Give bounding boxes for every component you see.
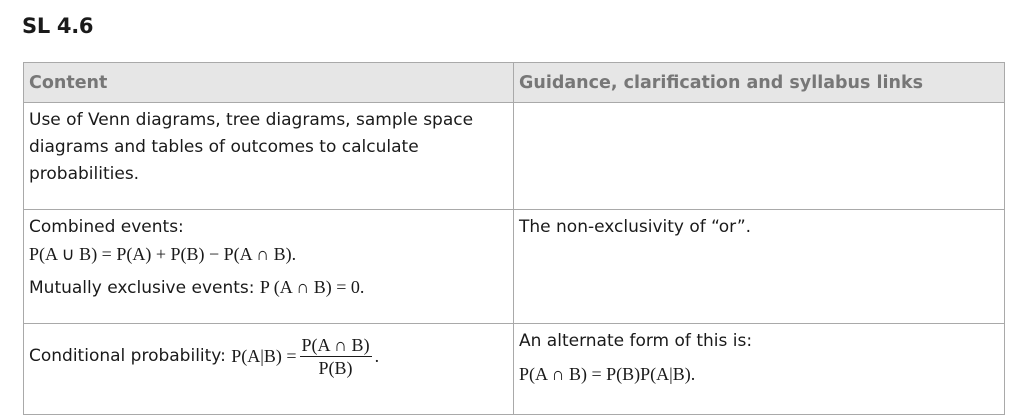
- venn-content-cell: Use of Venn diagrams, tree diagrams, sample space diagrams and tables of outcomes to calculate probabilities.: [24, 103, 514, 210]
- alternate-form-formula: P(A ∩ B) = P(B)P(A|B).: [519, 364, 696, 384]
- table-row: [24, 103, 1005, 210]
- mutually-exclusive-label: Mutually exclusive events:: [29, 278, 255, 298]
- header-guidance: Guidance, clarification and syllabus links: [514, 63, 1005, 103]
- venn-guidance-cell: [514, 103, 1005, 210]
- conditional-lhs: P(A|B) =: [231, 346, 297, 366]
- conditional-content-cell: [24, 324, 514, 415]
- table-row: [24, 324, 1005, 415]
- conditional-guidance-cell: [514, 324, 1005, 415]
- combined-guidance-cell: The non-exclusivity of “or”.: [514, 210, 1005, 324]
- table-header-row: [24, 63, 1005, 103]
- table-row: [24, 210, 1005, 324]
- conditional-fraction: [300, 334, 372, 379]
- fraction-denominator: P(B): [318, 358, 353, 378]
- alternate-form-label: An alternate form of this is:: [519, 331, 753, 351]
- conditional-probability-label: Conditional probability:: [29, 346, 226, 366]
- fraction-numerator: P(A ∩ B): [301, 335, 370, 355]
- combined-events-label: Combined events:: [29, 217, 184, 237]
- combined-events-formula: P(A ∪ B) = P(A) + P(B) − P(A ∩ B).: [29, 244, 297, 264]
- mutually-exclusive-formula: P (A ∩ B) = 0.: [259, 277, 365, 297]
- combined-content-cell: [24, 210, 514, 324]
- conditional-end: .: [374, 346, 380, 366]
- section-title: SL 4.6: [22, 14, 94, 38]
- mutually-exclusive-line: [29, 274, 508, 302]
- header-content: Content: [24, 63, 514, 103]
- syllabus-table: [23, 62, 1005, 415]
- conditional-probability-line: [29, 334, 379, 379]
